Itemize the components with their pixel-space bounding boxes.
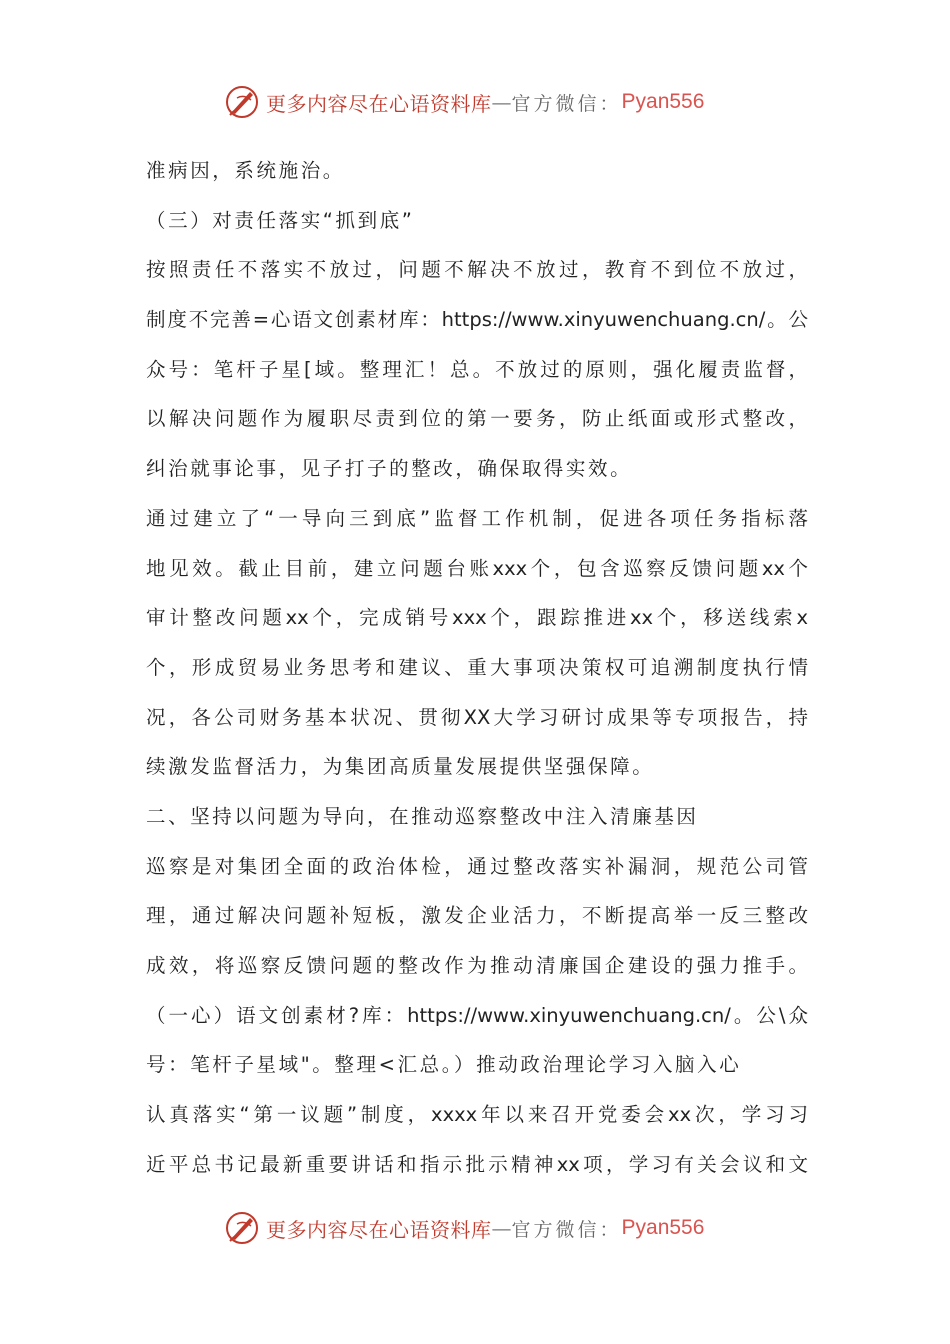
quill-pen-icon <box>224 84 260 120</box>
text-line: 成效，将巡察反馈问题的整改作为推动清廉国企建设的强力推手。 <box>146 954 808 977</box>
text-line: 近平总书记最新重要讲话和指示批示精神xx项，学习有关会议和文 <box>146 1152 808 1176</box>
banner-wechat-id: Pyan556 <box>621 90 705 113</box>
text-line: 号：笔杆子星域"。整理<汇总。）推动政治理论学习入脑入心 <box>146 1053 742 1077</box>
text-line: 审计整改问题xx个，完成销号xxx个，跟踪推进xx个，移送线索x <box>146 606 808 630</box>
text-line: 巡察是对集团全面的政治体检，通过整改落实补漏洞，规范公司管 <box>146 854 808 878</box>
text-line: 准病因，系统施治。 <box>146 159 345 182</box>
text-line: 地见效。截止目前，建立问题台账xxx个，包含巡察反馈问题xx个 <box>146 556 808 580</box>
section-heading: 二、坚持以问题为导向，在推动巡察整改中注入清廉基因 <box>146 804 699 828</box>
text-line: （一心）语文创素材?库：https://www.xinyuwenchuang.cn/。公\众 <box>146 1003 808 1027</box>
text-line: 认真落实“第一议题”制度，xxxx年以来召开党委会xx次，学习习 <box>146 1103 808 1127</box>
banner-separator: — <box>491 1216 512 1240</box>
text-line: 按照责任不落实不放过，问题不解决不放过，教育不到位不放过， <box>146 258 808 282</box>
banner-wechat-id: Pyan556 <box>621 1216 705 1239</box>
banner-wechat-label: 官方微信： <box>511 1218 622 1241</box>
text-line: 续激发监督活力，为集团高质量发展提供坚强保障。 <box>146 755 655 779</box>
text-line: 理，通过解决问题补短板，激发企业活力，不断提高举一反三整改 <box>146 904 808 928</box>
text-line: 众号：笔杆子星[域。整理汇！总。不放过的原则，强化履责监督， <box>146 357 808 381</box>
text-line: 以解决问题作为履职尽责到位的第一要务，防止纸面或形式整改， <box>146 407 808 431</box>
banner-wechat-label: 官方微信： <box>511 92 622 115</box>
section-heading: （三）对责任落实“抓到底” <box>146 208 415 232</box>
text-line: 个，形成贸易业务思考和建议、重大事项决策权可追溯制度执行情 <box>146 655 808 679</box>
footer-banner <box>224 1208 704 1248</box>
banner-separator: — <box>491 90 512 114</box>
quill-pen-icon <box>224 1210 260 1246</box>
text-line: 通过建立了“一导向三到底”监督工作机制，促进各项任务指标落 <box>146 506 808 530</box>
banner-brand-text: 更多内容尽在心语资料库 <box>266 91 492 116</box>
banner-brand-text: 更多内容尽在心语资料库 <box>266 1217 492 1242</box>
text-line: 况，各公司财务基本状况、贯彻XX大学习研讨成果等专项报告，持 <box>146 705 808 729</box>
text-line: 纠治就事论事，见子打子的整改，确保取得实效。 <box>146 457 633 481</box>
text-line: 制度不完善=心语文创素材库：https://www.xinyuwenchuang.cn/。公 <box>146 308 808 332</box>
header-banner <box>224 82 704 122</box>
document-body <box>146 146 808 1189</box>
